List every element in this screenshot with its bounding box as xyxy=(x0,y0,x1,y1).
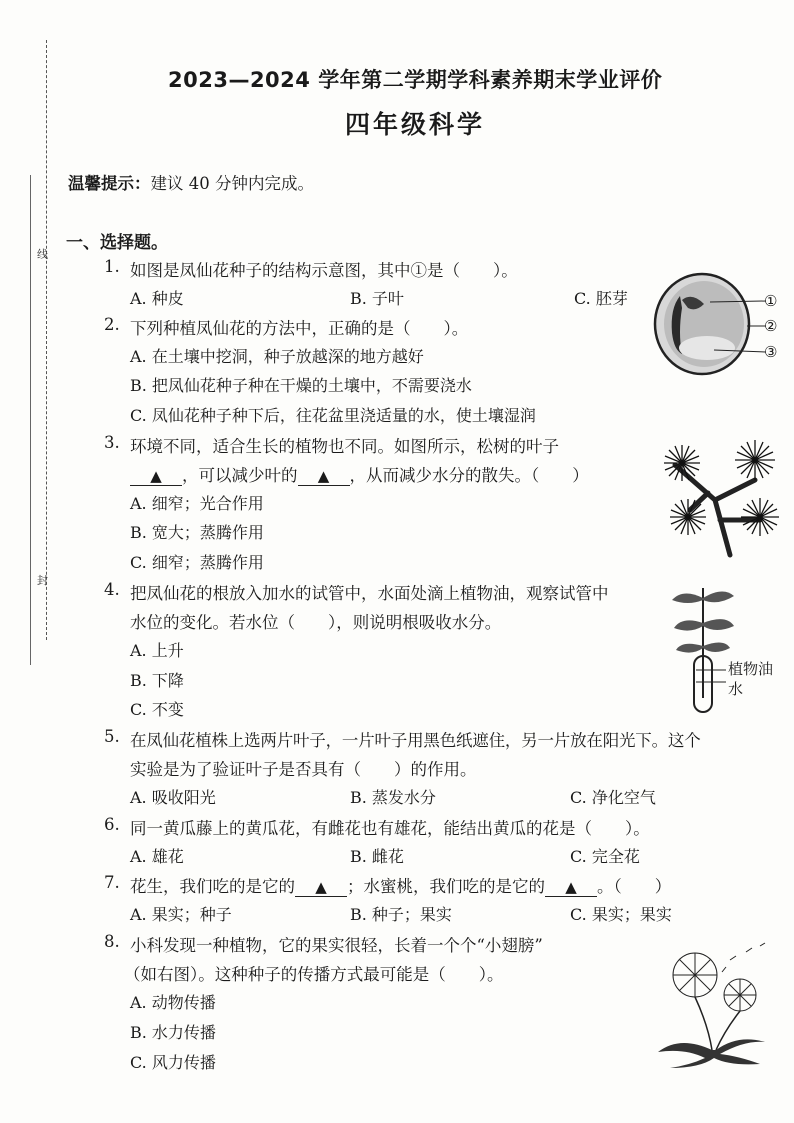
option-c[interactable]: C. 凤仙花种子种下后，往花盆里浇适量的水，使土壤湿润 xyxy=(130,406,536,425)
question-number: 8. xyxy=(104,932,120,951)
option-c[interactable]: C. 果实；果实 xyxy=(570,905,672,924)
tip xyxy=(68,170,314,194)
question-number: 2. xyxy=(104,315,120,334)
tip-text: 建议 40 分钟内完成。 xyxy=(150,174,314,193)
question-number: 3. xyxy=(104,433,120,452)
option-a[interactable]: A. 果实；种子 xyxy=(130,905,232,924)
question-number: 6. xyxy=(104,815,120,834)
question-text: 实验是为了验证叶子是否具有（ ）的作用。 xyxy=(130,760,477,779)
option-c[interactable]: C. 胚芽 xyxy=(574,289,628,308)
option-a[interactable]: A. 上升 xyxy=(130,641,184,660)
question-number: 7. xyxy=(104,873,120,892)
tube-label-oil: 植物油 xyxy=(728,660,774,678)
question-text: 把凤仙花的根放入加水的试管中，水面处滴上植物油，观察试管中 xyxy=(130,584,609,603)
option-b[interactable]: B. 子叶 xyxy=(350,289,404,308)
question-text: 环境不同，适合生长的植物也不同。如图所示，松树的叶子 xyxy=(130,437,559,456)
answer-blank[interactable]: ▲ xyxy=(130,466,182,486)
question-text: 下列种植凤仙花的方法中，正确的是（ ）。 xyxy=(130,319,469,338)
section-heading: 一、选择题。 xyxy=(66,233,168,253)
option-c[interactable]: C. 净化空气 xyxy=(570,788,656,807)
option-a[interactable]: A. 雄花 xyxy=(130,847,184,866)
question-text: 小科发现一种植物，它的果实很轻，长着一个个“小翅膀” xyxy=(130,936,543,955)
option-b[interactable]: B. 下降 xyxy=(130,671,184,690)
option-a[interactable]: A. 种皮 xyxy=(130,289,184,308)
binding-solid-line xyxy=(30,175,31,665)
option-a[interactable]: A. 吸收阳光 xyxy=(130,788,216,807)
dandelion-illustration xyxy=(650,940,785,1070)
option-c[interactable]: C. 风力传播 xyxy=(130,1053,216,1072)
question-number: 4. xyxy=(104,580,120,599)
question-text: 在凤仙花植株上选两片叶子，一片叶子用黑色纸遮住，另一片放在阳光下。这个 xyxy=(130,731,701,750)
option-c[interactable]: C. 不变 xyxy=(130,700,184,719)
seed-label-3: ③ xyxy=(764,343,778,361)
answer-blank[interactable]: ▲ xyxy=(298,466,350,486)
option-c[interactable]: C. 完全花 xyxy=(570,847,640,866)
option-a[interactable]: A. 细窄；光合作用 xyxy=(130,494,264,513)
option-b[interactable]: B. 把凤仙花种子种在干燥的土壤中，不需要浇水 xyxy=(130,376,472,395)
page-title: 2023—2024 学年第二学期学科素养期末学业评价 xyxy=(168,68,663,92)
question-number: 1. xyxy=(104,257,120,276)
question-text-line2: ▲ ，可以减少叶的 ▲ ，从而减少水分的散失。（ ） xyxy=(130,462,589,486)
option-b[interactable]: B. 蒸发水分 xyxy=(350,788,436,807)
question-text: 同一黄瓜藤上的黄瓜花，有雌花也有雄花，能结出黄瓜的花是（ ）。 xyxy=(130,819,650,838)
question-text: 如图是凤仙花种子的结构示意图，其中①是（ ）。 xyxy=(130,261,518,280)
option-b[interactable]: B. 雌花 xyxy=(350,847,404,866)
option-a[interactable]: A. 动物传播 xyxy=(130,993,216,1012)
option-b[interactable]: B. 宽大；蒸腾作用 xyxy=(130,523,264,542)
question-text: 水位的变化。若水位（ ），则说明根吸收水分。 xyxy=(130,613,502,632)
page-subtitle: 四年级科学 xyxy=(345,110,486,139)
option-a[interactable]: A. 在土壤中挖洞，种子放越深的地方越好 xyxy=(130,347,424,366)
pine-branch-illustration xyxy=(660,425,785,565)
tip-label: 温馨提示： xyxy=(68,174,151,193)
margin-mark-xian: 线 xyxy=(37,248,48,261)
seed-label-2: ② xyxy=(764,317,778,335)
answer-blank[interactable]: ▲ xyxy=(545,877,597,897)
question-text: 花生，我们吃的是它的 ▲ ；水蜜桃，我们吃的是它的 ▲ 。（ ） xyxy=(130,877,672,896)
question-number: 5. xyxy=(104,727,120,746)
answer-blank[interactable]: ▲ xyxy=(295,877,347,897)
binding-dashed-line xyxy=(46,40,47,640)
seed-label-1: ① xyxy=(764,292,778,310)
tube-label-water: 水 xyxy=(728,680,744,698)
option-b[interactable]: B. 种子；果实 xyxy=(350,905,452,924)
question-text: （如右图）。这种种子的传播方式最可能是（ ）。 xyxy=(124,965,504,984)
option-b[interactable]: B. 水力传播 xyxy=(130,1023,216,1042)
margin-mark-feng: 封 xyxy=(37,574,48,587)
option-c[interactable]: C. 细窄；蒸腾作用 xyxy=(130,553,264,572)
